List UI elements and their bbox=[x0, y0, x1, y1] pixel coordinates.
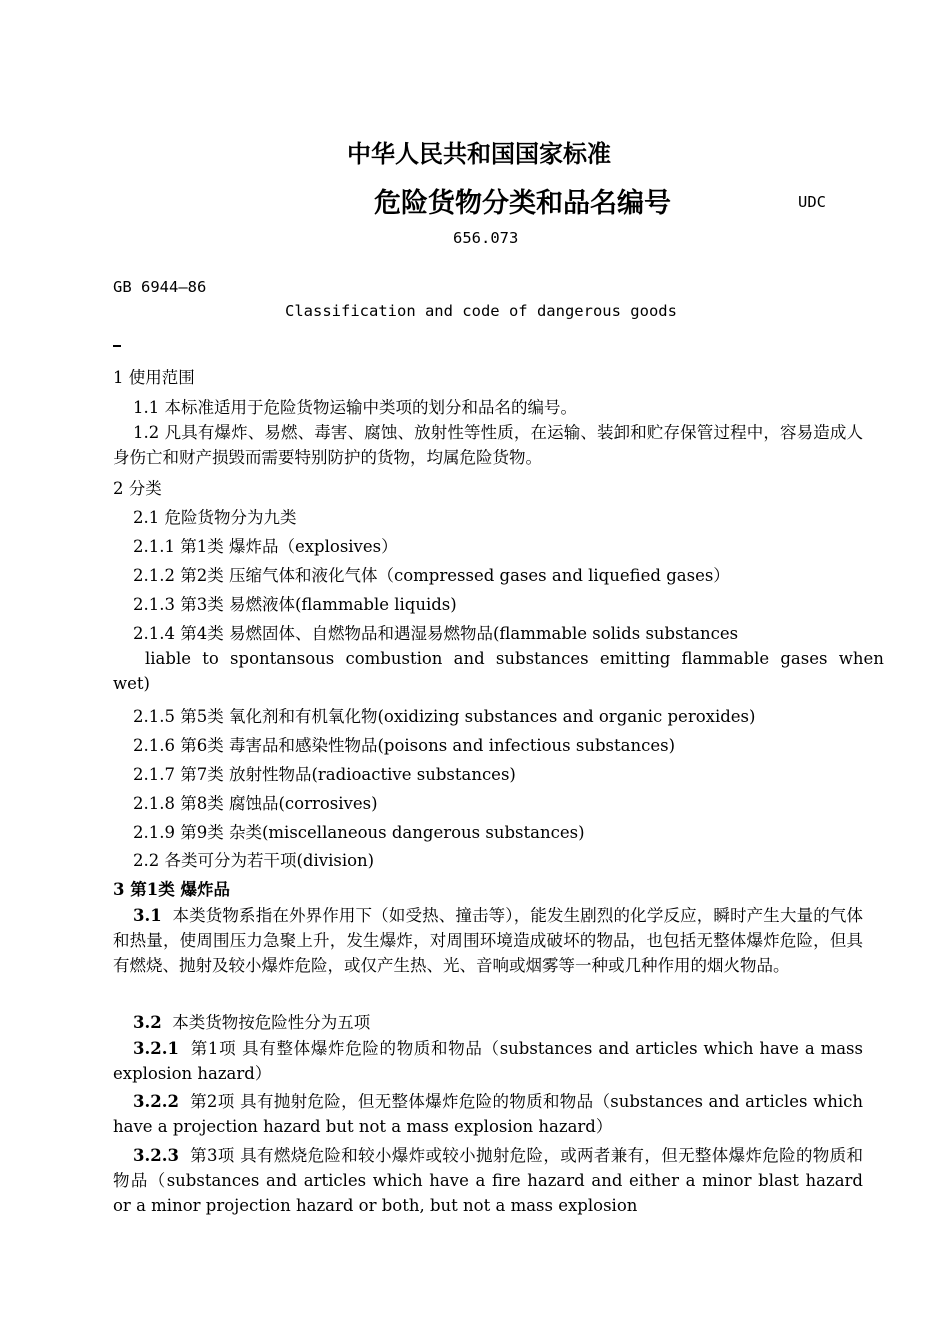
clause-2-2: 2.2 各类可分为若干项(division) bbox=[133, 851, 375, 870]
class-8-item: 2.1.8 第8类 腐蚀品(corrosives) bbox=[133, 794, 378, 813]
udc-label: UDC bbox=[798, 193, 826, 211]
section-2-heading: 2 分类 bbox=[113, 479, 162, 498]
section-3-heading: 3 第1类 爆炸品 bbox=[113, 880, 230, 899]
clause-1-1: 1.1 本标准适用于危险货物运输中类项的划分和品名的编号。 bbox=[133, 398, 577, 417]
class-4-item: 2.1.4 第4类 易燃固体、自燃物品和遇湿易燃物品(flammable solids substances bbox=[133, 624, 739, 643]
clause-3-2-3 bbox=[113, 1143, 863, 1218]
clause-2-1: 2.1 危险货物分为九类 bbox=[133, 508, 297, 527]
clause-number: 3.2.2 bbox=[133, 1092, 179, 1111]
clause-3-2-2 bbox=[113, 1089, 863, 1139]
standard-code: GB 6944—86 bbox=[113, 278, 207, 296]
class-2-item: 2.1.2 第2类 压缩气体和液化气体（compressed gases and liquefied gases） bbox=[133, 566, 730, 585]
clause-text: 本类货物系指在外界作用下（如受热、撞击等），能发生剧烈的化学反应，瞬时产生大量的气体和热量，使周围压力急聚上升，发生爆炸，对周围环境造成破坏的物品，也包括无整体爆炸危险，但具有燃烧、抛射及较小爆炸危险，或仅产生热、光、音响或烟雾等一种或几种作用的烟火物品。 bbox=[113, 906, 864, 975]
class-4-item-cont: liable to spontansous combustion and substances emitting flammable gases when bbox=[145, 649, 884, 668]
dash-mark bbox=[113, 345, 121, 347]
document-subtitle: 危险货物分类和品名编号 bbox=[374, 188, 671, 219]
clause-number: 3.1 bbox=[133, 906, 162, 925]
clause-1-2: 1.2 凡具有爆炸、易燃、毒害、腐蚀、放射性等性质，在运输、装卸和贮存保管过程中，容易造成人身伤亡和财产损毁而需要特别防护的货物，均属危险货物。 bbox=[113, 423, 863, 467]
clause-text: 本类货物按危险性分为五项 bbox=[172, 1013, 371, 1032]
class-3-item: 2.1.3 第3类 易燃液体(flammable liquids) bbox=[133, 595, 457, 614]
clause-3-1 bbox=[113, 903, 863, 978]
document-title: 中华人民共和国国家标准 bbox=[347, 140, 611, 168]
clause-3-2 bbox=[133, 1009, 370, 1033]
clause-number: 3.2.3 bbox=[133, 1146, 179, 1165]
section-1-heading: 1 使用范围 bbox=[113, 368, 195, 387]
clause-text: 第2项 具有抛射危险，但无整体爆炸危险的物质和物品（substances and articles which have a projection hazard but not a mass explosion hazard） bbox=[113, 1092, 863, 1136]
class-6-item: 2.1.6 第6类 毒害品和感染性物品(poisons and infectious substances) bbox=[133, 736, 676, 755]
udc-number: 656.073 bbox=[453, 229, 519, 247]
class-1-item: 2.1.1 第1类 爆炸品（explosives） bbox=[133, 537, 398, 556]
clause-text: 第3项 具有燃烧危险和较小爆炸或较小抛射危险，或两者兼有，但无整体爆炸危险的物质和物品（substances and articles which have a fire hazard and either a minor blast hazard or a minor projection hazard or both, but not a mass explosion bbox=[113, 1146, 863, 1215]
class-7-item: 2.1.7 第7类 放射性物品(radioactive substances) bbox=[133, 765, 516, 784]
class-4-item-end: wet) bbox=[113, 674, 150, 693]
class-5-item: 2.1.5 第5类 氧化剂和有机氧化物(oxidizing substances and organic peroxides) bbox=[133, 707, 756, 726]
clause-3-2-1 bbox=[113, 1036, 863, 1086]
english-title: Classification and code of dangerous goods bbox=[285, 302, 677, 320]
clause-text: 第1项 具有整体爆炸危险的物质和物品（substances and articles which have a mass explosion hazard） bbox=[113, 1039, 863, 1083]
class-9-item: 2.1.9 第9类 杂类(miscellaneous dangerous substances) bbox=[133, 823, 585, 842]
clause-number: 3.2 bbox=[133, 1013, 162, 1032]
clause-number: 3.2.1 bbox=[133, 1039, 179, 1058]
